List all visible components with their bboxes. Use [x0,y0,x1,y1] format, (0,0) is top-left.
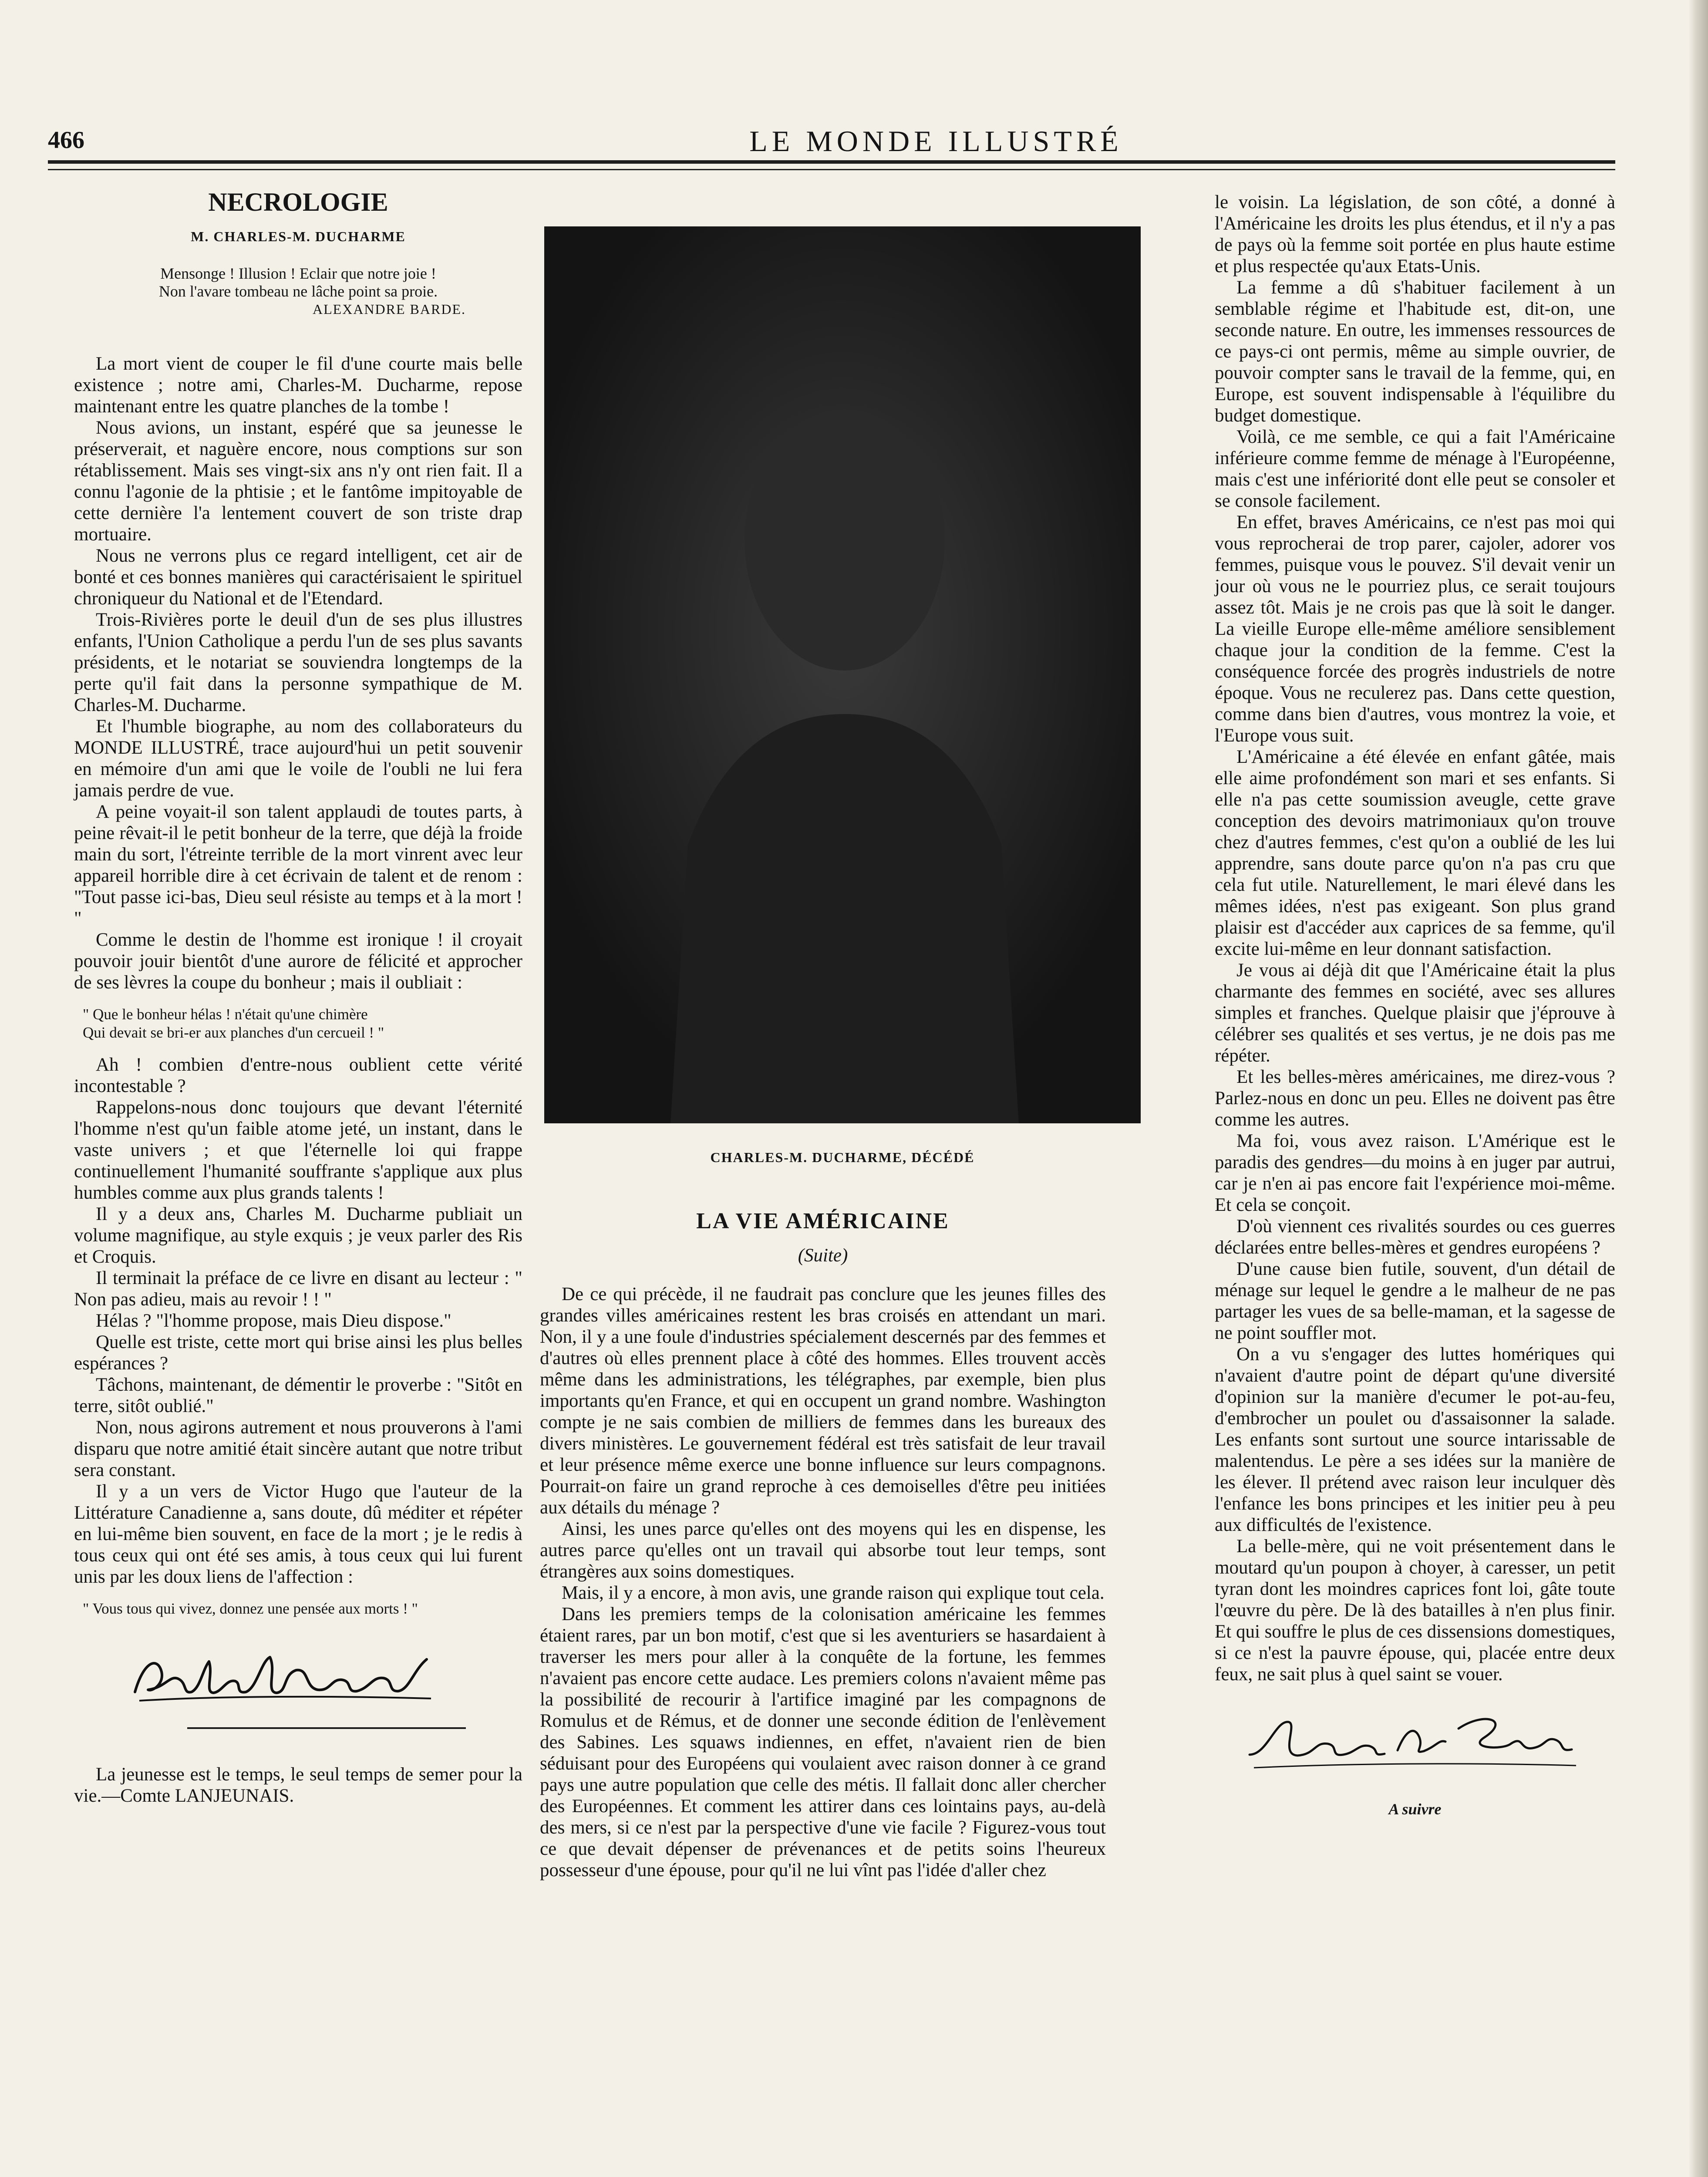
necrologie-column [74,188,522,1806]
necrologie-paragraph: Il y a un vers de Victor Hugo que l'auteur de la Littérature Canadienne a, sans doute, dû méditer et répéter en lui-même bien souvent, en face de la mort ; je le redis à tous ceux qui ont été ses amis, à tous ceux qui lui furent unis par les doux liens de l'affection : [74,1481,522,1587]
necrologie-paragraph: Tâchons, maintenant, de démentir le proverbe : "Sitôt en terre, sitôt oublié." [74,1375,522,1416]
header-rule-thick [48,160,1615,164]
necrologie-paragraph: Il terminait la préface de ce livre en disant au lecteur : " Non pas adieu, mais au revoir ! ! " [74,1268,522,1310]
signature-rodolphe-brunet [126,1644,522,1714]
quote-line: " Que le bonheur hélas ! n'était qu'une chimère [83,1006,368,1023]
article-paragraph: La femme a dû s'habituer facilement à un semblable régime et l'habitude est, dit-on, une seconde nature. En outre, les immenses ressources de ce pays-ci ont permis, même au simple ouvrier, de pouvoir compter sans le travail de la femme, qui, en Europe, est souvent indispensable à l'équilibre du budget domestique. [1215,277,1615,426]
vie-americaine-title: LA VIE AMÉRICAINE [696,1209,950,1233]
journal-title: LE MONDE ILLUSTRÉ [749,125,1123,158]
hugo-quote-block [83,1005,522,1042]
portrait-caption: CHARLES-M. DUCHARME, DÉCÉDÉ [710,1149,975,1165]
necrologie-paragraph: Ah ! combien d'entre-nous oublient cette vérité incontestable ? [74,1055,522,1096]
article-paragraph: La belle-mère, qui ne voit présentement dans le moutard qu'un poupon à choyer, à caresser, un petit tyran dont les moindres caprices font loi, gâte toute l'œuvre du père. De là des batailles à n'en plus finir. Et qui souffre le plus de ces dissensions domestiques, si ce n'est la pauvre épouse, qui, placée entre deux feux, ne sait plus à quel saint se vouer. [1215,1536,1616,1685]
signature-louis-de-saintes [1241,1702,1615,1781]
vie-americaine-column-right [1215,192,1615,1820]
memorial-quote: " Vous tous qui vivez, donnez une pensée aux morts ! " [83,1600,418,1617]
suite-label: (Suite) [798,1245,848,1266]
article-paragraph: Voilà, ce me semble, ce qui a fait l'Américaine inférieure comme femme de ménage à l'Européenne, mais c'est une infériorité dont elle peut se consoler et se console facilement. [1215,427,1615,511]
necrologie-paragraph: Rappelons-nous donc toujours que devant l'éternité l'homme n'est qu'un faible atome jeté, un instant, dans le vaste univers ; et que l'éternelle loi qui frappe continuellement l'humanité souffrante s'applique aux plus humbles comme aux plus grands talents ! [74,1097,522,1203]
article-paragraph: De ce qui précède, il ne faudrait pas conclure que les jeunes filles des grandes villes américaines restent les bras croisés en attendant un mari. Non, il y a une foule d'industries spécialement descernés par des femmes et d'autres où elles prennent place à côté des hommes. Elles trouvent accès même dans les administrations, les télégraphes, par exemple, bien plus importants qu'en France, et qui en occupent un grand nombre. Washington compte je ne sais combien de milliers de femmes dans les bureaux des divers ministères. Le gouvernement fédéral est très satisfait de leur travail et leur présence même exerce une bonne influence sur leurs compagnons. Pourrait-on faire un grand reproche à ces demoiselles d'être peu initiées aux détails du ménage ? [540,1284,1106,1518]
necrologie-paragraph: La mort vient de couper le fil d'une courte mais belle existence ; notre ami, Charles-M. Ducharme, repose maintenant entre les quatre planches de la tombe ! [74,354,522,417]
epigraph-author: ALEXANDRE BARDE. [313,301,466,317]
necrologie-paragraph: Hélas ? "l'homme propose, mais Dieu dispose." [96,1311,451,1331]
article-paragraph: Ma foi, vous avez raison. L'Amérique est le paradis des gendres—du moins à en juger par autrui, car je n'en ai pas encore fait l'expérience moi-même. Et cela se conçoit. [1215,1131,1615,1215]
epigraph [74,265,522,318]
necrologie-paragraph: Quelle est triste, cette mort qui brise ainsi les plus belles espérances ? [74,1332,522,1374]
article-paragraph: Ainsi, les unes parce qu'elles ont des moyens qui les en dispense, les autres parce qu'elles ont un travail qui absorbe tout leur temps, sont étrangères aux soins domestiques. [540,1519,1106,1582]
article-paragraph: L'Américaine a été élevée en enfant gâtée, mais elle aime profondément son mari et ses enfants. Si elle n'a pas cette soumission aveugle, cette grave conception des devoirs matrimoniaux qu'on trouve chez d'autres femmes, c'est qu'on a oublié de les lui apprendre, sans doute parce qu'on n'a pas cru que cela fut utile. Naturellement, le mari élevé dans les mêmes idées, n'est pas exigeant. Son plus grand plaisir est d'accéder aux caprices de sa femme, qu'il excite lui-même en leur donnant satisfaction. [1215,747,1615,959]
page-number: 466 [48,127,84,154]
necrologie-paragraph: Trois-Rivières porte le deuil d'un de ses plus illustres enfants, l'Union Catholique a perdu l'un de ses plus savants présidents, et le notariat se souviendra longtemps de la perte qu'il fait dans la personne sympathique de M. Charles-M. Ducharme. [74,610,522,715]
necrologie-paragraph: Et l'humble biographe, au nom des collaborateurs du MONDE ILLUSTRÉ, trace aujourd'hui un petit souvenir en mémoire d'un ami que le voile de l'oubli ne lui fera jamais perdre de vue. [74,716,522,801]
necrologie-paragraph: Nous ne verrons plus ce regard intelligent, cet air de bonté et ces bonnes manières qui caractérisaient le spirituel chroniqueur du National et de l'Etendard. [74,546,522,609]
portrait-photo [544,226,1141,1123]
page-binding-edge [1688,0,1708,2177]
epigraph-line: Non l'avare tombeau ne lâche point sa proie. [158,283,438,300]
article-paragraph: Et les belles-mères américaines, me direz-vous ? Parlez-nous en donc un peu. Elles ne doivent pas être comme les autres. [1215,1067,1615,1130]
article-paragraph: le voisin. La législation, de son côté, a donné à l'Américaine les droits les plus étendus, et il n'y a pas de pays où la femme soit portée en plus haute estime et plus respectée qu'aux Etats-Unis. [1215,192,1615,276]
necrologie-subject: M. CHARLES-M. DUCHARME [191,229,406,244]
article-paragraph: D'une cause bien futile, souvent, d'un détail de ménage sur lequel le gendre a le malheur de ne pas partager les vues de sa belle-maman, et la sagesse de ne point souffler mot. [1215,1259,1615,1343]
header-rule-thin [48,169,1615,170]
necrologie-paragraph: Non, nous agirons autrement et nous prouverons à l'ami disparu que notre amitié était sincère autant que notre tribut sera constant. [74,1417,522,1480]
article-paragraph: Mais, il y a encore, à mon avis, une grande raison qui explique tout cela. [562,1583,1105,1603]
necrologie-title: NECROLOGIE [208,188,388,216]
necrologie-paragraph: Comme le destin de l'homme est ironique ! il croyait pouvoir jouir bientôt d'une aurore de félicité et approcher de ses lèvres la coupe du bonheur ; mais il oubliait : [74,930,522,993]
necrologie-paragraph: Il y a deux ans, Charles M. Ducharme publiait un volume magnifique, au style exquis ; je veux parler des Ris et Croquis. [74,1204,522,1267]
epigraph-line: Mensonge ! Illusion ! Eclair que notre joie ! [160,265,436,282]
closing-rule [187,1727,466,1729]
article-paragraph: D'où viennent ces rivalités sourdes ou ces guerres déclarées entre belles-mères et gendres européens ? [1215,1216,1615,1258]
article-paragraph: On a vu s'engager des luttes homériques qui n'avaient d'autre point de départ qu'une diversité d'opinion sur la manière d'ecumer le pot-au-feu, d'embrocher un poulet ou d'assaisonner la salade. Les enfants sont surtout une source intarissable de malentendus. Le père a ses idées sur la manière de les élever. Il prétend avec raison leur inculquer dès l'enfance les bons principes et les initier peu à peu aux difficultés de l'existence. [1215,1344,1615,1535]
necrologie-paragraph: Nous avions, un instant, espéré que sa jeunesse le préserverait, et naguère encore, nous comptions sur son rétablissement. Mais ses vingt-six ans n'y ont rien fait. Il a connu l'agonie de la phtisie ; et le fantôme impitoyable de cette dernière l'a lentement couvert de son triste drap mortuaire. [74,418,522,545]
vie-americaine-column-middle [540,1123,1106,1881]
article-paragraph: En effet, braves Américains, ce n'est pas moi qui vous reprocherai de trop parer, cajoler, adorer vos femmes, puisque vous le pouvez. S'il devait venir un jour où vous ne le pourriez plus, ce serait toujours assez tôt. Mais je ne crois pas que là soit le danger. La vieille Europe elle-même améliore sensiblement chaque jour la condition de la femme. C'est la conséquence forcée des progrès industriels de notre époque. Vous ne reculerez pas. Dans cette question, comme dans bien d'autres, vous montrez la voie, et l'Europe vous suit. [1215,512,1615,746]
article-paragraph: Dans les premiers temps de la colonisation américaine les femmes étaient rares, par un bon motif, c'est que si les aventuriers se hasardaient à traverser les mers pour aller à la conquête de la fortune, les femmes n'avaient pas encore cette audace. Les premiers colons n'avaient même pas la possibilité de recourir à l'artifice imaginé par les compagnons de Romulus et de Rémus, et de donner une seconde édition de l'enlèvement des Sabines. Les squaws indiennes, en effet, n'avaient rien de bien séduisant pour des Européens qui voulaient avec raison donner à ce grand pays une autre population que celle des métis. Il fallait donc aller chercher des Européennes. Et comment les attirer dans ces lointains pays, au-delà des mers, si ce n'est par la perspective d'une vie facile ? Figurez-vous tout ce que devait dépenser de prévenances et de petits soins l'heureux possesseur d'une épouse, pour qu'il ne lui vînt pas l'idée d'aller chez [540,1604,1106,1880]
closing-maxim: La jeunesse est le temps, le seul temps de semer pour la vie.—Comte LANJEUNAIS. [74,1764,522,1806]
necrologie-paragraph: A peine voyait-il son talent applaudi de toutes parts, à peine rêvait-il le petit bonheur de la terre, que déjà la froide main du sort, l'étreinte terrible de la mort vinrent avec leur appareil horrible dire à cet écrivain de talent et de renom : "Tout passe ici-bas, Dieu seul résiste au temps et à la mort ! " [74,802,522,929]
article-paragraph: Je vous ai déjà dit que l'Américaine était la plus charmante des femmes en société, avec ses allures simples et franches. Quelque plaisir que j'éprouve à célébrer ses qualités et ses vertus, je ne dois pas me répéter. [1215,960,1615,1066]
quote-line: Qui devait se bri-er aux planches d'un cercueil ! " [83,1024,384,1041]
a-suivre-label: A suivre [1388,1800,1442,1818]
